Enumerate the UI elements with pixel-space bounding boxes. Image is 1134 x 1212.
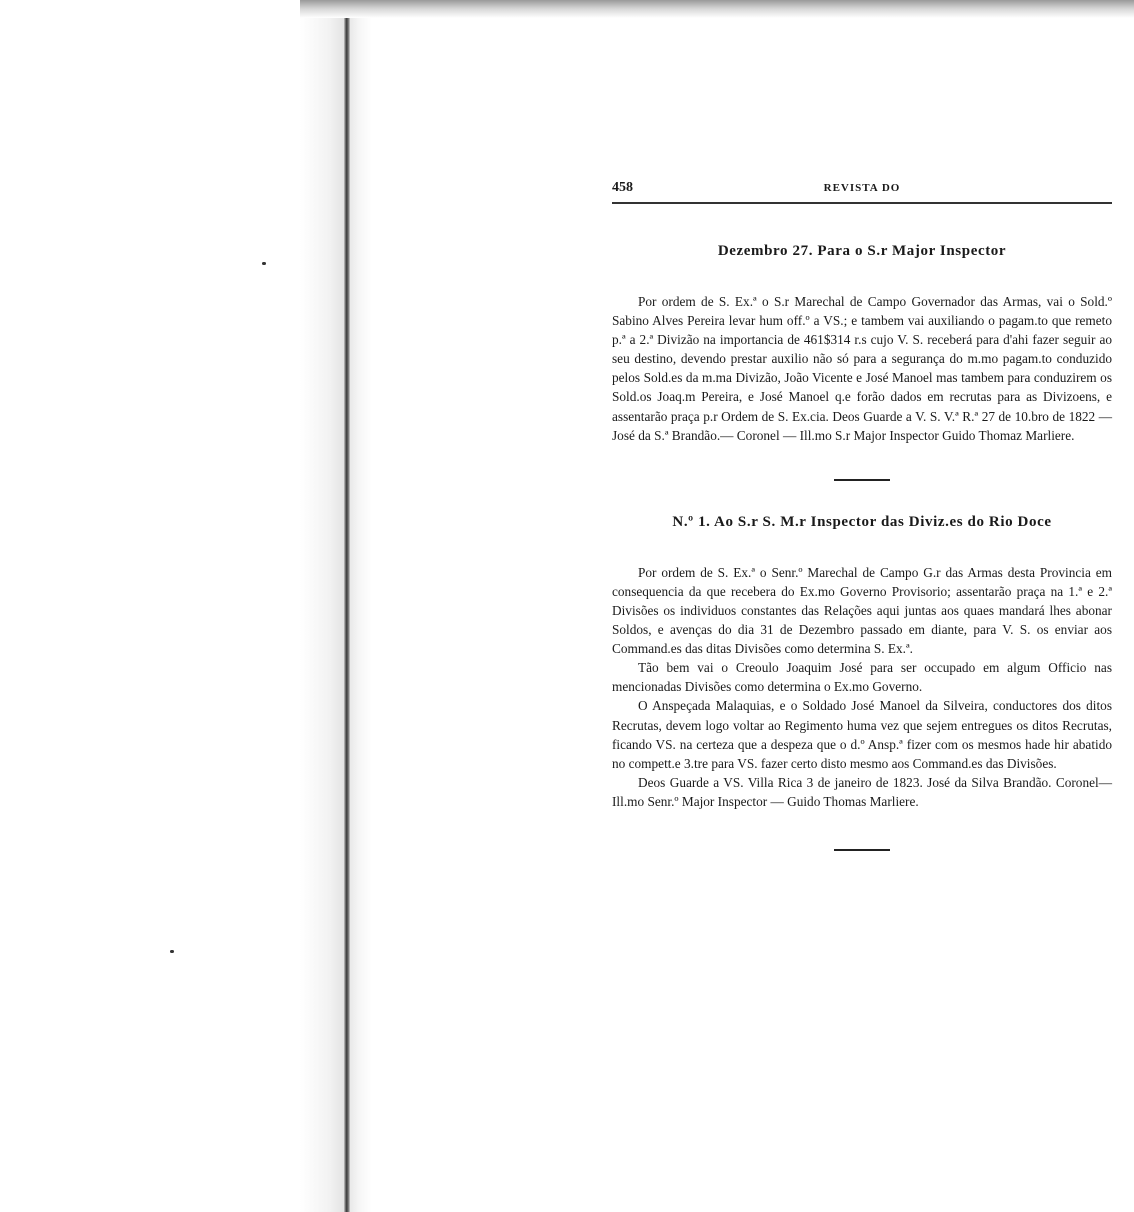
running-head bbox=[612, 178, 1112, 200]
scan-top-edge bbox=[300, 0, 1134, 18]
letter-paragraph: Deos Guarde a VS. Villa Rica 3 de janeiro de 1823. José da Silva Brandão. Coronel— Ill.mo Senr.º Major Inspector — Guido Thomas Marliere. bbox=[612, 774, 1112, 809]
letter-paragraph: Por ordem de S. Ex.ª o S.r Marechal de Campo Governador das Armas, vai o Sold.º Sabino Alves Pereira levar hum off.º a VS.; e tambem vai auxiliando o pagam.to que remeto p.ª a 2.ª Divizão na importancia de 461$314 r.s cujo V. S. receberá para d'ahi fazer seguir ao seu destino, devendo prestar auxilio não só para a segurança do m.mo pagam.to conduzido pelos Sold.es da m.ma Divizão, João Vicente e José Manoel mas tambem para conduzirem os Sold.os Joaq.m Pereira, e José Manoel q.e forão dados em recrutas para as Divizoens, e assentarão praça p.r Ordem de S. Ex.cia. Deos Guarde a V. S. V.ª R.ª 27 de 10.bro de 1822 — José da S.ª Brandão.— Coronel — Ill.mo S.r Major Inspector Guido Thomaz Marliere. bbox=[612, 294, 1112, 443]
scan-speck bbox=[170, 950, 174, 953]
scan-speck bbox=[262, 262, 266, 265]
book-spine-edge bbox=[344, 0, 350, 1212]
section-separator bbox=[834, 479, 890, 481]
letter-paragraph: Tão bem vai o Creoulo Joaquim José para ser occupado em algum Officio nas mencionadas Divisões como determina o Ex.mo Governo. bbox=[612, 660, 1112, 695]
running-title: REVISTA DO bbox=[823, 182, 901, 194]
letter-paragraph: O Anspeçada Malaquias, e o Soldado José Manoel da Silveira, conductores dos ditos Recrutas, devem logo voltar ao Regimento huma vez que sejem entregues os ditos Recrutas, ficando VS. na certeza que a despeza que o d.º Ansp.ª fizer com os mesmos hade hir abatido no compett.e 3.tre para VS. fazer certo disto mesmo aos Command.es das Divisões. bbox=[612, 698, 1112, 771]
letter-paragraph: Por ordem de S. Ex.ª o Senr.º Marechal de Campo G.r das Armas desta Provincia em consequencia da que recebera do Ex.mo Governo Provisorio; assentarão praça na 1.ª e 2.ª Divisões os individuos constantes das Relações aqui juntas aos quaes mandará lhes abonar Soldos, e avenças do dia 31 de Dezembro passado em diante, para V. S. os enviar aos Command.es das ditas Divisões como determina S. Ex.ª. bbox=[612, 564, 1112, 657]
section-heading: Dezembro 27. Para o S.r Major Inspector bbox=[717, 243, 1007, 259]
section-separator bbox=[834, 849, 890, 851]
section-heading: N.º 1. Ao S.r S. M.r Inspector das Diviz.es do Rio Doce bbox=[672, 513, 1052, 530]
scan-gutter-shadow bbox=[0, 0, 372, 1212]
page-number: 458 bbox=[612, 180, 633, 195]
book-page bbox=[612, 178, 1112, 851]
header-rule bbox=[612, 202, 1112, 204]
